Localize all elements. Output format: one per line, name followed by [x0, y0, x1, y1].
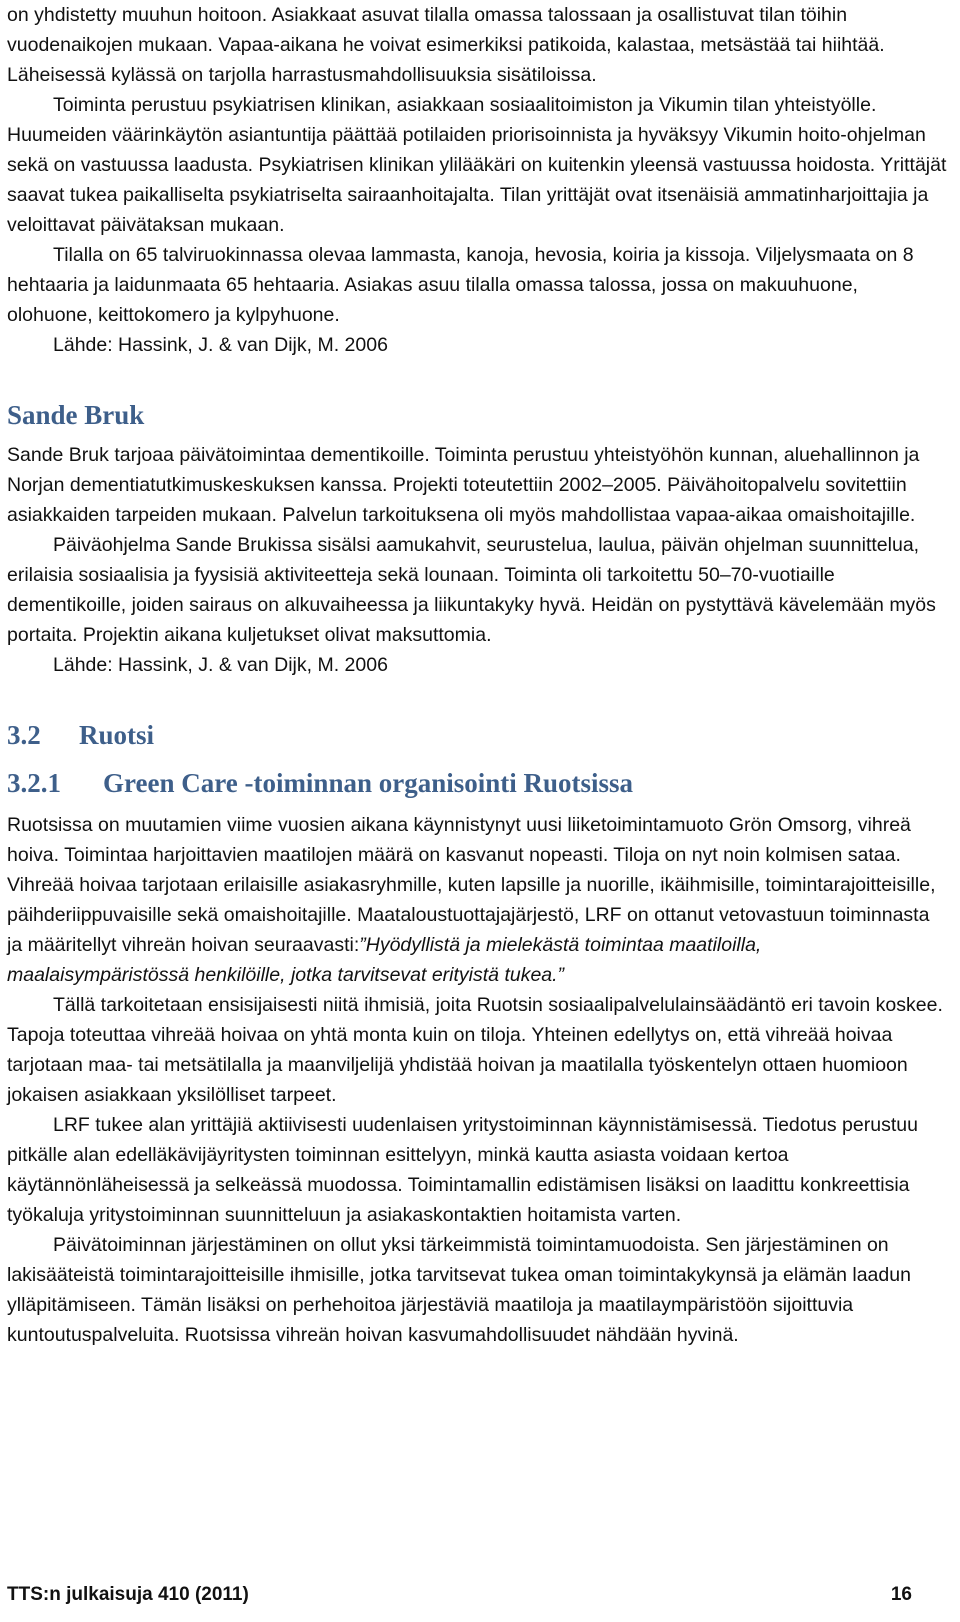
- paragraph-with-definition: [7, 810, 947, 990]
- intro-text: Ruotsissa on muutamien viime vuosien aikana käynnistynyt uusi liiketoimintamuoto Grön Omsorg, vihreä hoiva. Toimintaa harjoittavien maatilojen määrä on kasvanut nopeasti. Tiloja on nyt noin kolmisen sataa. Vihreää hoivaa tarjotaan erilaisille asiakasryhmille, kuten lapsille ja nuorille, ikäihmisille, toimintarajoitteisille, päihderiippuvaisille sekä omaishoitajille. Maataloustuottajajärjestö, LRF on ottanut vetovastuun toiminnasta ja määritellyt vihreän hoivan seuraavasti:: [7, 814, 936, 956]
- paragraph: Tällä tarkoitetaan ensisijaisesti niitä ihmisiä, joita Ruotsin sosiaalipalvelulainsäädäntö eri tavoin koskee. Tapoja toteuttaa vihreää hoivaa on yhtä monta kuin on tiloja. Yhteinen edellytys on, että vihreää hoivaa tarjotaan maa- tai metsätilalla ja maanviljelijä yhdistää hoivan ja maatilalla työskentelyn ottaen huomioon jokaisen asiakkaan yksilölliset tarpeet.: [7, 994, 943, 1106]
- section-heading-sande-bruk: Sande Bruk: [7, 400, 145, 430]
- page-number: 16: [890, 1584, 912, 1605]
- source-citation: Lähde: Hassink, J. & van Dijk, M. 2006: [53, 334, 388, 356]
- paragraph: Toiminta perustuu psykiatrisen klinikan, asiakkaan sosiaalitoimiston ja Vikumin tilan yhteistyölle. Huumeiden väärinkäytön asiantuntija päättää potilaiden priorisoinnista ja hyväksyy Vikumin hoito-ohjelman sekä on vastuussa laadusta. Psykiatrisen klinikan ylilääkäri on kuitenkin yleensä vastuussa hoidosta. Yrittäjät saavat tukea paikalliselta psykiatriselta sairaanhoitajalta. Tilan yrittäjät ovat itsenäisiä ammatinharjoittajia ja veloittavat päivätaksan mukaan.: [7, 94, 947, 236]
- paragraph: on yhdistetty muuhun hoitoon. Asiakkaat asuvat tilalla omassa talossaan ja osallistuvat tilan töihin vuodenaikojen mukaan. Vapaa-aikana he voivat esimerkiksi patikoida, kalastaa, metsästää tai hiihtää. Läheisessä kylässä on tarjolla harrastusmahdollisuuksia sisätiloissa.: [7, 4, 885, 86]
- definition-quote: ”Hyödyllistä ja mielekästä toimintaa maatiloilla, maalaisympäristössä henkilöille, jotka tarvitsevat erityistä tukea.”: [7, 934, 762, 986]
- paragraph: Tilalla on 65 talviruokinnassa olevaa lammasta, kanoja, hevosia, koiria ja kissoja. Viljelysmaata on 8 hehtaaria ja laidunmaata 65 hehtaaria. Asiakas asuu tilalla omassa talossa, jossa on makuuhuone, olohuone, keittokomero ja kylpyhuone.: [7, 244, 914, 326]
- subsection-heading-green-care: [7, 766, 947, 800]
- page-footer: [7, 1584, 912, 1606]
- paragraph: Sande Bruk tarjoaa päivätoimintaa dementikoille. Toiminta perustuu yhteistyöhön kunnan, aluehallinnon ja Norjan dementiatutkimuskeskuksen kanssa. Projekti toteutettiin 2002–2005. Päivähoitopalvelu sovitettiin asiakkaiden tarpeiden mukaan. Palvelun tarkoituksena oli myös mahdollistaa vapaa-aikaa omaishoitajille.: [7, 444, 920, 526]
- subsection-title: Green Care -toiminnan organisointi Ruotsissa: [103, 768, 634, 798]
- paragraph: Päiväohjelma Sande Brukissa sisälsi aamukahvit, seurustelua, laulua, päivän ohjelman suunnittelua, erilaisia sosiaalisia ja fyysisiä aktiviteetteja sekä lounaan. Toiminta oli tarkoitettu 50–70-vuotiaille dementikoille, joiden sairaus on alkuvaiheessa ja liikuntakyky hyvä. Heidän on pystyttävä kävelemään myös portaita. Projektin aikana kuljetukset olivat maksuttomia.: [7, 534, 936, 646]
- document-page: [7, 0, 947, 1350]
- section-number: 3.2: [7, 720, 41, 750]
- source-citation: Lähde: Hassink, J. & van Dijk, M. 2006: [53, 654, 388, 676]
- section-heading-ruotsi: [7, 718, 947, 752]
- paragraph: LRF tukee alan yrittäjiä aktiivisesti uudenlaisen yritystoiminnan käynnistämisessä. Tiedotus perustuu pitkälle alan edelläkävijäyritysten toiminnan esittelyyn, minkä kautta asiasta voidaan kertoa käytännönläheisessä ja selkeässä muodossa. Toimintamallin edistämisen lisäksi on laadittu konkreettisia työkaluja yritystoiminnan suunnitteluun ja asiakaskontaktien hoitamista varten.: [7, 1114, 918, 1226]
- subsection-number: 3.2.1: [7, 768, 61, 798]
- section-title: Ruotsi: [79, 720, 155, 750]
- paragraph: Päivätoiminnan järjestäminen on ollut yksi tärkeimmistä toimintamuodoista. Sen järjestäminen on lakisääteistä toimintarajoitteisille ihmisille, jotka tarvitsevat tukea oman toimintakykynsä ja elämän laadun ylläpitämiseen. Tämän lisäksi on perhehoitoa järjestäviä maatiloja ja maatilaympäristöön sijoittuvia kuntoutuspalveluita. Ruotsissa vihreän hoivan kasvumahdollisuudet nähdään hyvinä.: [7, 1234, 911, 1346]
- publication-label: TTS:n julkaisuja 410 (2011): [7, 1584, 249, 1605]
